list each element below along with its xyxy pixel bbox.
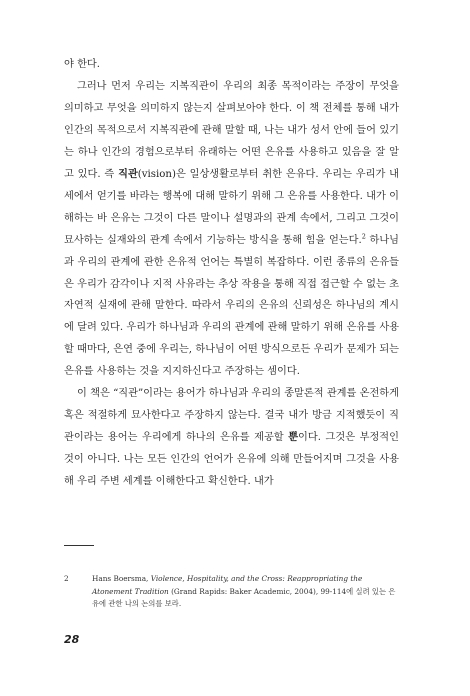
paragraph-1-text-a: 그러나 먼저 우리는 지복직관이 우리의 최종 목적이라는 주장이 무엇을 의미하고 무엇을 의미하지 않는지 살펴보아야 한다. 이 책 전체를 통해 내가 인간의 목적으로서 지복직관에 관해 말할 때, 나는 내가 성서 안에 들어 있기는 하나 인간의 경험으로부터 유래하는 어떤 은유를 사용하고 있음을 잘 알고 있다. 즉 [64,80,399,180]
paragraph-2-text-a: 이 책은 “직관”이라는 용어가 하나님과 우리의 종말론적 관계를 온전하게 혹은 적절하게 묘사한다고 주장하지 않는다. 결국 내가 방금 지적했듯이 직관이라는 용어는 우리에게 하나의 은유를 제공할 [64,388,399,444]
paragraph-1-text-c: 하나님과 우리의 관계에 관한 은유적 언어는 특별히 복잡하다. 이런 종류의 은유들은 우리가 감각이나 지적 사유라는 추상 작용을 통해 직접 접근할 수 없는 초자연적 실재에 관해 말한다. 따라서 우리의 은유의 신뢰성은 하나님의 계시에 달려 있다. 우리가 하나님과 우리의 관계에 관해 말하기 위해 은유를 사용할 때마다, 은연 중에 우리는, 하나님이 어떤 방식으로든 우리가 문제가 되는 은유를 사용하는 것을 지지하신다고 주장하는 셈이다. [64,234,399,378]
footnote [64,573,399,611]
paragraph-2-bold-term: 뿐 [288,431,299,444]
footnote-divider [64,545,94,546]
paragraph-continuation-text: 야 한다. [64,59,100,70]
footnote-reference: 2 [361,232,366,241]
footnote-rest: (Grand Rapids: Baker Academic, 2004), 99-114에 실려 있는 은유에 관한 나의 논의를 보라. [92,586,396,608]
paragraph-2-text-b: 이다. 그것은 부정적인 것이 아니다. 나는 모든 인간의 언어가 은유에 의해 만들어지며 그것을 사용해 우리 주변 세계를 이해한다고 확신한다. 내가 [64,432,399,488]
page-number: 28 [64,633,80,646]
paragraph-continuation [64,54,399,76]
paragraph-1-bold-term: 직관 [118,167,138,180]
paragraph-1-text-b: (vision)은 일상생활로부터 취한 은유다. 우리는 우리가 내세에서 얻기를 바라는 행복에 대해 말하기 위해 그 은유를 사용한다. 내가 이해하는 바 은유는 그것이 다른 말이나 설명과의 관계 속에서, 그리고 그것이 묘사하는 실재와의 관계 속에서 기능하는 방식을 통해 힘을 얻는다. [64,168,399,246]
footnote-title: Violence, Hospitality, and the Cross: Reappropriating the Atonement Tradition [92,574,363,596]
footnote-author: Hans Boersma, [92,574,151,583]
footnote-number: 2 [64,574,69,583]
paragraph-1 [64,76,399,383]
paragraph-2 [64,383,399,493]
main-text [64,54,399,493]
footnote-body [92,573,399,611]
